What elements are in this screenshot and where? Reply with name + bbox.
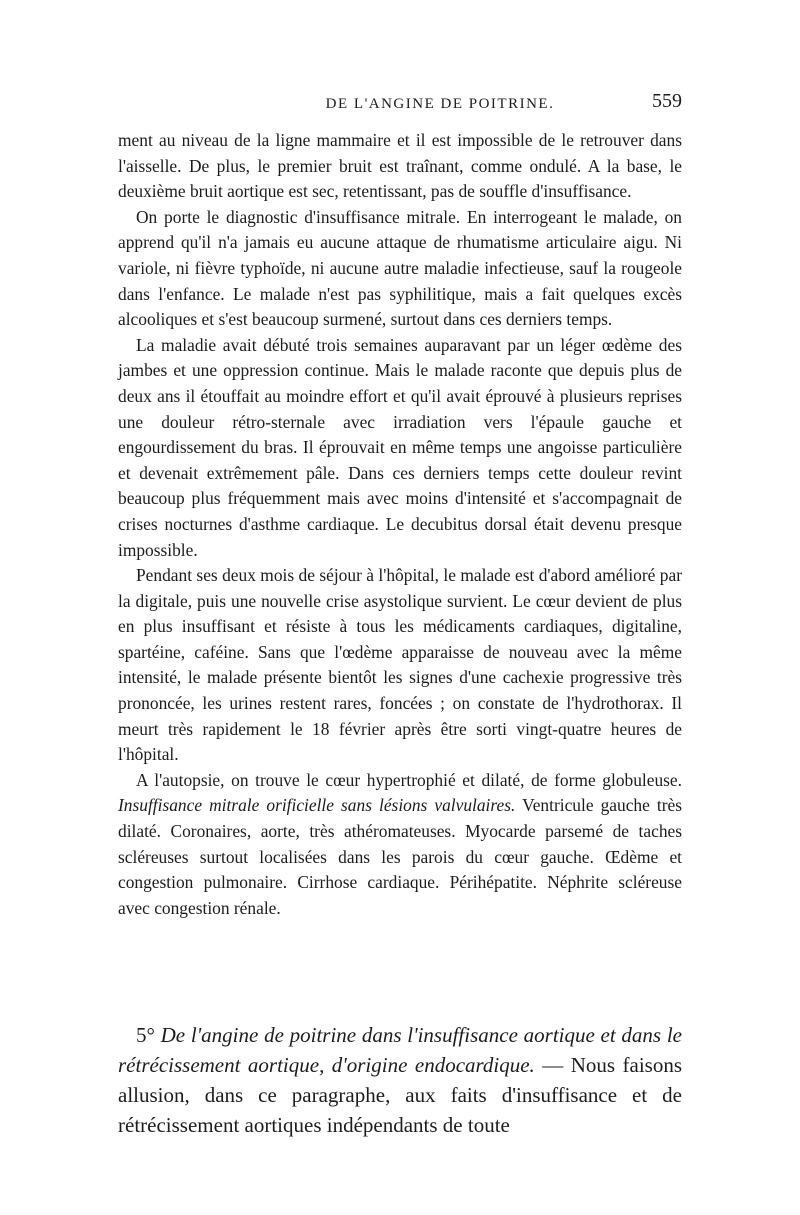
section-5 <box>118 1020 682 1140</box>
autopsy-italic-finding: Insuffisance mitrale orificielle sans lésions valvulaires. <box>118 795 516 816</box>
section-title: De l'angine de poitrine dans l'insuffisance aortique et dans le rétrécissement aortique, d'origine endocardique. <box>118 1023 682 1077</box>
autopsy-intro: A l'autopsie, on trouve le cœur hypertrophié et dilaté, de forme globuleuse. <box>136 769 682 790</box>
paragraph-diagnosis: On porte le diagnostic d'insuffisance mitrale. En interrogeant le malade, on apprend qu'il n'a jamais eu aucune attaque de rhumatisme articulaire aigu. Ni variole, ni fièvre typhoïde, ni aucune autre maladie infectieuse, sauf la rougeole dans l'enfance. Le malade n'est pas syphilitique, mais a fait quelques excès alcooliques et s'est beaucoup surmené, surtout dans ces derniers temps. <box>118 206 682 330</box>
section-5-paragraph <box>118 1020 682 1140</box>
page-header <box>118 90 682 116</box>
paragraph-continuation: ment au niveau de la ligne mammaire et il est impossible de le retrouver dans l'aisselle. De plus, le premier bruit est traînant, comme ondulé. A la base, le deuxième bruit aortique est sec, retentissant, pas de souffle d'insuffisance. <box>118 130 682 202</box>
page-number: 559 <box>652 90 682 112</box>
autopsy-details: Ventricule gauche très dilaté. Coronaires, aorte, très athéromateuses. Myocarde parsemé de taches scléreuses surtout localisées dans les parois du cœur gauche. Œdème et congestion pulmonaire. Cirrhose cardiaque. Périhépatite. Néphrite scléreuse avec congestion rénale. <box>118 795 682 918</box>
body-text <box>118 128 682 921</box>
running-title: DE L'ANGINE DE POITRINE. <box>325 96 555 112</box>
section-text: Nous faisons allusion, dans ce paragraphe, aux faits d'insuffisance et de rétrécissement aortiques indépendants de toute <box>118 1053 682 1137</box>
paragraph-history: La maladie avait débuté trois semaines auparavant par un léger œdème des jambes et une oppression continue. Mais le malade raconte que depuis plus de deux ans il étouffait au moindre effort et qu'il avait éprouvé à plusieurs reprises une douleur rétro-sternale avec irradiation vers l'épaule gauche et engourdissement du bras. Il éprouvait en même temps une angoisse particulière et devenait extrêmement pâle. Dans ces derniers temps cette douleur revint beaucoup plus fréquemment mais avec moins d'intensité et s'accompagnait de crises nocturnes d'asthme cardiaque. Le decubitus dorsal était devenu presque impossible. <box>118 334 682 560</box>
paragraph-autopsy <box>118 768 682 922</box>
section-dash: — <box>534 1053 571 1077</box>
paragraph-hospital-stay: Pendant ses deux mois de séjour à l'hôpital, le malade est d'abord amélioré par la digitale, puis une nouvelle crise asystolique survient. Le cœur devient de plus en plus insuffisant et résiste à tous les médicaments cardiaques, digitaline, spartéine, caféine. Sans que l'œdème apparaisse de nouveau avec la même intensité, le malade présente bientôt les signes d'une cachexie progressive très prononcée, les urines restent rares, foncées ; on constate de l'hydrothorax. Il meurt très rapidement le 18 février après être sorti vingt-quatre heures de l'hôpital. <box>118 565 682 765</box>
section-number: 5° <box>136 1023 155 1047</box>
